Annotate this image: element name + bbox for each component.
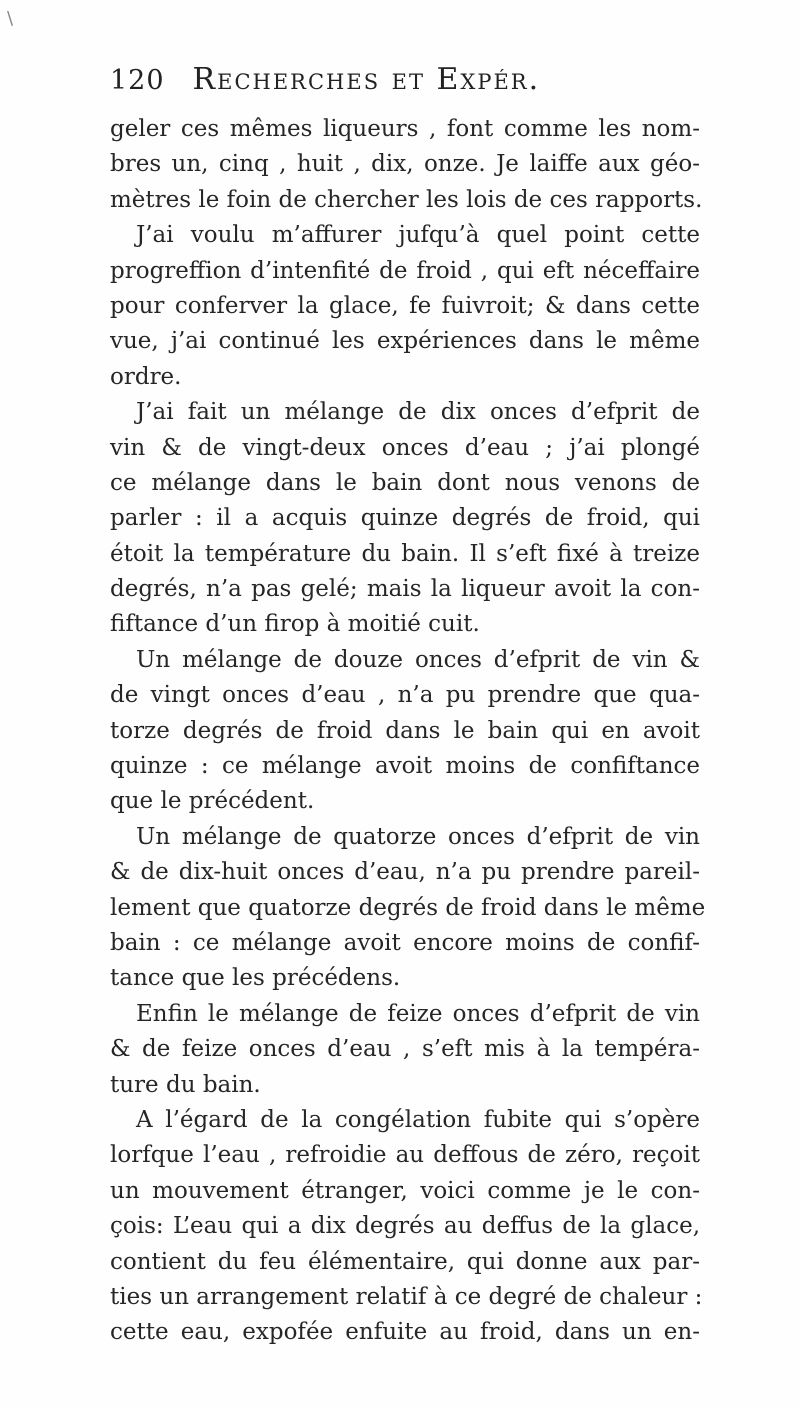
text-line: lement que quatorze degrés de froid dans le même	[110, 894, 706, 921]
text-line: fiftance d’un firop à moitié cuit.	[110, 611, 480, 638]
text-line: geler ces mêmes liqueurs , font comme les nom-	[110, 116, 700, 142]
text-line: tance que les précédens.	[110, 965, 401, 992]
text-line: parler : il a acquis quinze degrés de froid, qui	[110, 505, 700, 532]
text-line: A l’égard de la congélation fubite qui s’opère	[136, 1106, 700, 1133]
text-line: contient du feu élémentaire, qui donne aux par-	[110, 1248, 700, 1275]
text-line: un mouvement étranger, voici comme je le con-	[110, 1177, 700, 1204]
text-line: Un mélange de quatorze onces d’efprit de vin	[136, 823, 700, 850]
text-line: ordre.	[110, 363, 182, 390]
text-line: ties un arrangement relatif à ce degré de chaleur :	[110, 1283, 703, 1310]
text-line: degrés, n’a pas gelé; mais la liqueur avoit la con-	[110, 576, 700, 603]
text-line: & de feize onces d’eau , s’eft mis à la tempéra-	[110, 1036, 700, 1063]
corner-mark: \	[7, 8, 14, 29]
text-line: que le précédent.	[110, 788, 315, 815]
page-header	[110, 62, 700, 102]
text-line: vin & de vingt-deux onces d’eau ; j’ai plongé	[110, 434, 700, 461]
text-line: mètres le foin de chercher les lois de ces rapports.	[110, 186, 703, 213]
text-line: J’ai voulu m’affurer jufqu’à quel point cette	[136, 222, 700, 249]
text-line: pour conferver la glace, fe fuivroit; & dans cette	[110, 292, 700, 319]
text-line: ce mélange dans le bain dont nous venons de	[110, 469, 700, 496]
text-line: progreffion d’intenfité de froid , qui eft néceffaire	[110, 257, 700, 284]
text-line: Enfin le mélange de feize onces d’efprit de vin	[136, 1000, 700, 1027]
text-line: torze degrés de froid dans le bain qui en avoit	[110, 717, 700, 744]
text-line: cette eau, expofée enfuite au froid, dans un en-	[110, 1319, 700, 1346]
text-line: ture du bain.	[110, 1071, 261, 1098]
text-line: lorfque l’eau , refroidie au deffous de zéro, reçoit	[110, 1142, 700, 1169]
text-line: bain : ce mélange avoit encore moins de confif-	[110, 929, 700, 956]
running-title: Recherches et Expér.	[192, 62, 541, 97]
text-line: vue, j’ai continué les expériences dans le même	[110, 328, 700, 355]
page-number: 120	[110, 65, 165, 96]
text-line: çois: L’eau qui a dix degrés au deffus de la glace,	[110, 1213, 700, 1240]
body-text	[110, 112, 706, 1351]
text-line: de vingt onces d’eau , n’a pu prendre que qua-	[110, 682, 700, 709]
text-line: & de dix-huit onces d’eau, n’a pu prendre pareil-	[110, 859, 700, 886]
text-line: Un mélange de douze onces d’efprit de vin &	[136, 646, 700, 673]
text-line: J’ai fait un mélange de dix onces d’efprit de	[136, 399, 700, 426]
text-line: étoit la température du bain. Il s’eft fixé à treize	[110, 540, 700, 567]
text-line: bres un, cinq , huit , dix, onze. Je laiffe aux géo-	[110, 151, 700, 178]
text-line: quinze : ce mélange avoit moins de confiftance	[110, 753, 700, 780]
